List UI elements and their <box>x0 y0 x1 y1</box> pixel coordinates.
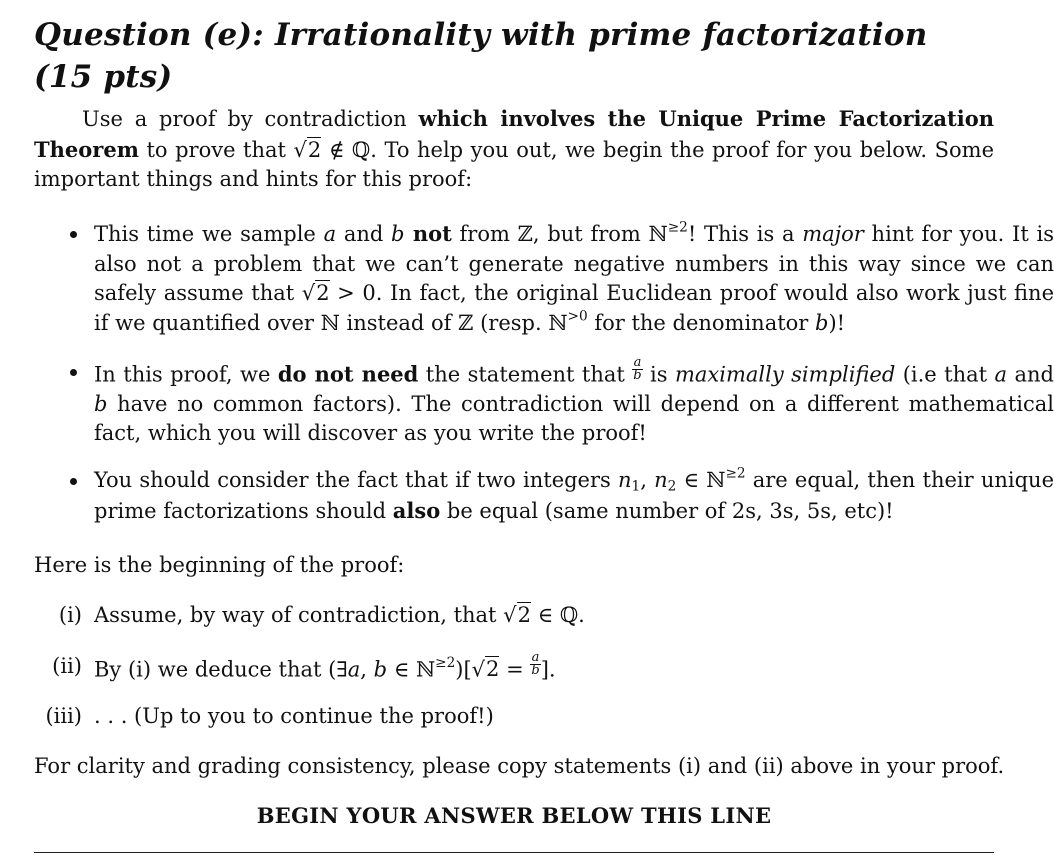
hint1-text-4: ! This is a <box>687 222 803 246</box>
intro-text-1: Use a proof by contradiction <box>82 107 419 131</box>
subscript-1: 1 <box>631 478 641 495</box>
hint2-text-4: (i.e that <box>895 362 995 387</box>
var-n: n <box>654 468 668 492</box>
sqrt2-radicand: 2 <box>517 603 531 627</box>
intro-bold-theorem: which involves the Unique Prime Factorization Theorem <box>34 106 994 162</box>
hint-item-factorization <box>34 466 1054 526</box>
intro-paragraph <box>34 104 994 195</box>
hint-text <box>94 357 1054 449</box>
hint3-bold-also: also <box>392 497 441 523</box>
hint-text <box>94 219 1054 338</box>
hint1-text-2: and <box>336 222 392 246</box>
step2-superscript: ≥2 <box>435 654 456 671</box>
hint1-text-8: )! <box>828 310 846 335</box>
step-label: (ii) <box>52 654 82 678</box>
step-text <box>94 601 585 630</box>
answer-divider-line <box>34 852 994 853</box>
step-text <box>94 652 556 684</box>
answer-begin-heading: BEGIN YOUR ANSWER BELOW THIS LINE <box>256 803 772 828</box>
hint3-superscript: ≥2 <box>725 465 746 482</box>
fraction-denominator: b <box>633 368 642 384</box>
bullet-dot-icon <box>70 231 77 238</box>
fraction-a-over-b <box>632 357 642 383</box>
step-text: . . . (Up to you to continue the proof!) <box>94 704 494 728</box>
comma: , <box>360 657 374 682</box>
hint2-text-6: have no common factors). The contradiction will depend on a different mathematical fact, which you will discover as you write the proof! <box>94 391 1054 446</box>
step-label: (iii) <box>45 704 82 728</box>
fraction-numerator: a <box>531 650 540 665</box>
question-title: Question (e): Irrationality with prime factorization (15 pts) <box>34 17 928 95</box>
hint1-text-1: This time we sample <box>94 222 324 246</box>
step2-text-2: ∈ ℕ <box>387 657 436 682</box>
sqrt2-radicand: 2 <box>307 137 322 162</box>
hint2-italic-max-simplified: maximally simplified <box>674 362 896 387</box>
hint3-text-1: You should consider the fact that if two integers <box>94 468 618 492</box>
var-n: n <box>618 468 632 492</box>
hint1-superscript-1: ≥2 <box>667 219 688 236</box>
step2-text-4: = <box>499 657 531 682</box>
hint2-text-2: the statement that <box>418 362 633 387</box>
sqrt2-symbol: √2 <box>301 281 330 305</box>
hint2-text-1: In this proof, we <box>94 362 278 387</box>
fraction-denominator: b <box>531 663 540 679</box>
sqrt2-radicand: 2 <box>316 281 330 305</box>
hint1-text-6: > 0. In fact, the original Euclidean proof would also work just fine if we quantified over ℕ instead of ℤ (resp. ℕ <box>94 281 1054 335</box>
hint3-text-3: are equal, then their unique prime factorizations should <box>94 468 1054 523</box>
step2-text-3: )[ <box>455 657 472 682</box>
step1-text-1: Assume, by way of contradiction, that <box>94 603 504 627</box>
var-b: b <box>94 391 108 416</box>
hint1-superscript-2: >0 <box>567 307 588 324</box>
hint1-bold-not: not <box>404 221 452 246</box>
var-b: b <box>815 310 829 335</box>
hint1-text-5: hint for you. It is also not a problem that we can’t generate negative numbers in this way since we can safely assume that <box>94 222 1054 305</box>
step2-text-5: ]. <box>540 657 556 682</box>
question-page <box>34 14 1054 828</box>
hint3-text-4: be equal (same number of 2s, 3s, 5s, etc)! <box>440 498 894 523</box>
fraction-numerator: a <box>633 355 642 370</box>
sqrt2-radicand: 2 <box>486 657 500 682</box>
bullet-dot-icon <box>70 478 77 485</box>
step-label: (i) <box>58 603 82 627</box>
sqrt2-symbol: √2 <box>471 657 500 682</box>
clarity-note: For clarity and grading consistency, please copy statements (i) and (ii) above in your proof. <box>34 754 1005 778</box>
sqrt2-symbol: √2 <box>293 137 322 162</box>
fraction-a-over-b <box>530 652 540 678</box>
var-b: b <box>391 222 405 246</box>
hint-text <box>94 466 1054 526</box>
hint1-text-7: for the denominator <box>587 310 816 335</box>
step1-text-2: ∈ ℚ. <box>530 603 585 627</box>
step2-text-1: By (i) we deduce that (∃ <box>94 657 348 682</box>
hint1-text-3: from ℤ, but from ℕ <box>451 222 668 246</box>
intro-text-2: to prove that <box>138 137 294 162</box>
comma: , <box>640 468 655 492</box>
proof-intro-text: Here is the beginning of the proof: <box>34 553 405 577</box>
hint3-text-2: ∈ ℕ <box>676 468 726 492</box>
hint2-text-5: and <box>1007 362 1054 387</box>
hint2-bold-do-not-need: do not need <box>277 361 419 387</box>
intro-text-3: ∉ ℚ. To help you out, we begin the proof for you below. Some important things and hints for this proof: <box>34 137 995 191</box>
subscript-2: 2 <box>667 478 677 495</box>
var-a: a <box>347 657 361 682</box>
sqrt2-symbol: √2 <box>503 603 531 627</box>
hint2-text-3: is <box>642 362 675 387</box>
hint-item-simplified <box>34 357 1054 449</box>
var-a: a <box>323 222 337 246</box>
var-b: b <box>373 657 388 682</box>
hint1-italic-major: major <box>802 222 864 246</box>
hint-item-sampling <box>34 219 1054 338</box>
bullet-dot-icon <box>70 369 77 376</box>
var-a: a <box>994 362 1008 387</box>
